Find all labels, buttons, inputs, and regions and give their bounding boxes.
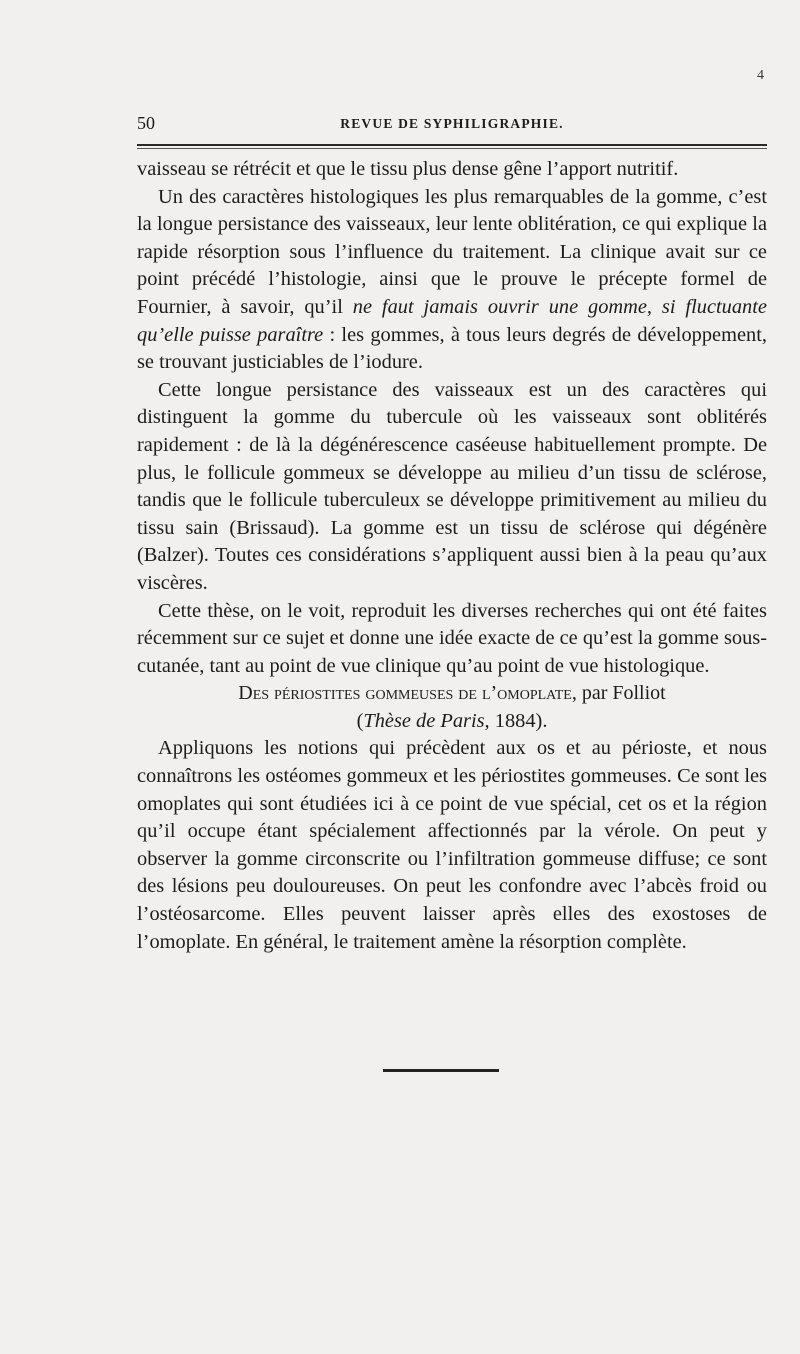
section-title	[137, 680, 767, 708]
end-rule	[383, 1069, 499, 1072]
paragraph-3: Cette longue persistance des vaisseaux est un des caractères qui distinguent la gomme du tubercule où les vaisseaux sont oblitérés rapidement : de là la dégénérescence caséeuse habituellement prompte. De plus, le follicule gommeux se développe au milieu d’un tissu de sclérose, tandis que le follicule tuberculeux se développe primitivement au milieu du tissu sain (Brissaud). La gomme est un tissu de sclérose qui dégénère (Balzer). Toutes ces considérations s’appliquent aussi bien à la peau qu’aux viscères.	[137, 378, 767, 594]
paragraph-5: Appliquons les notions qui précèdent aux os et au périoste, et nous connaîtrons les ostéomes gommeux et les périostites gommeuses. Ce sont les omoplates qui sont étudiées ici à ce point de vue spécial, cet os et la région qu’il occupe étant spécialement affectionnés par la vérole. On peut y observer la gomme circonscrite ou l’infiltration gommeuse diffuse; ce sont des lésions peu douloureuses. On peut les confondre avec l’abcès froid ou l’ostéosarcome. Elles peuvent laisser après elles des exostoses de l’omoplate. En général, le traitement amène la résorption complète.	[137, 737, 767, 953]
paragraph-2-text: Un des caractères histologiques les plus remarquables de la gomme, c’est la longue persistance des vaisseaux, leur lente oblitération, ce qui explique la rapide résorption sous l’influence du traitement. La clinique avait sur ce point précédé l’histologie, ainsi que le prouve le précepte formel de Fournier, à savoir, qu’il	[137, 185, 767, 318]
paragraph-2	[137, 184, 767, 377]
section-title-text: Des périostites gommeuses de l’omoplate,	[238, 682, 577, 705]
source-close: ).	[535, 709, 548, 732]
section-source	[137, 708, 767, 736]
paragraph-2-end: : les gommes, à tous leurs degrés de développement, se trouvant justiciables de l’iodure.	[137, 323, 767, 374]
section-source-year: 1884	[494, 709, 536, 732]
source-open: (	[356, 709, 364, 732]
header-rule	[137, 144, 767, 146]
paragraph-1: vaisseau se rétrécit et que le tissu plus dense gêne l’apport nutritif.	[137, 158, 679, 180]
section-source-title: Thèse de Paris,	[363, 709, 490, 732]
running-title: REVUE DE SYPHILIGRAPHIE.	[340, 116, 564, 131]
section-author: par Folliot	[581, 682, 666, 705]
page-number: 50	[137, 113, 155, 133]
page-header	[137, 113, 767, 135]
paragraph-2-italic: ne faut jamais ouvrir une gomme, si fluctuante qu’elle puisse paraître	[137, 295, 767, 346]
paragraph-4: Cette thèse, on le voit, reproduit les diverses recherches qui ont été faites récemment sur ce sujet et donne une idée exacte de ce qu’est la gomme sous-cutanée, tant au point de vue clinique qu’au point de vue histologique.	[137, 599, 767, 677]
page-mark: 4	[757, 68, 764, 83]
text-body	[137, 156, 767, 956]
